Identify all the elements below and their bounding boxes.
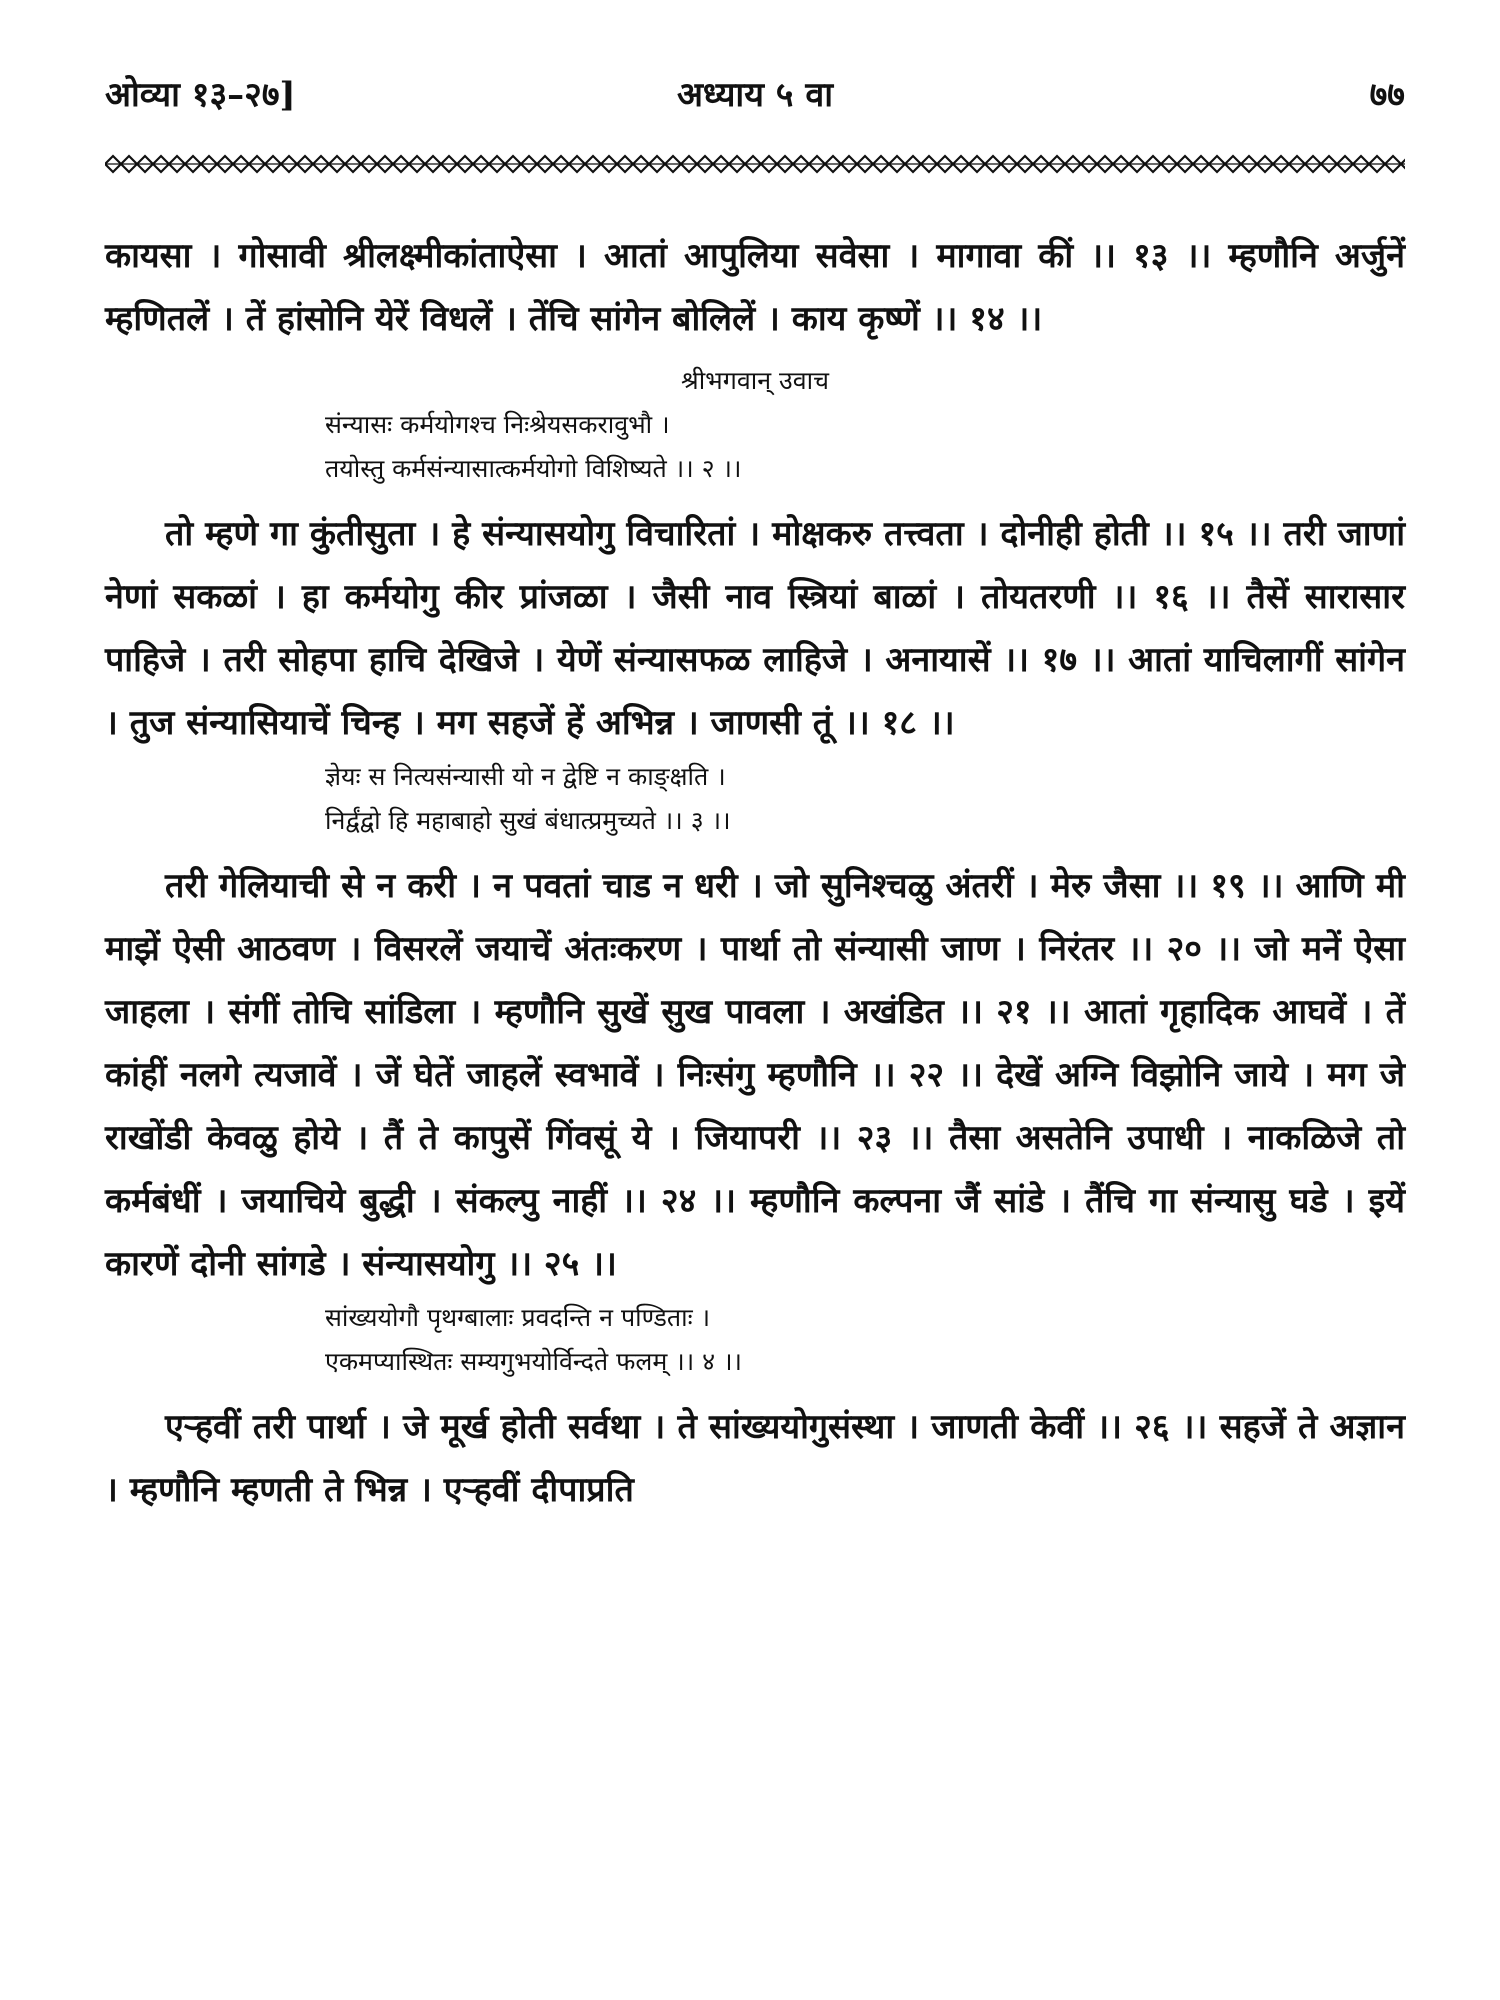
running-header (105, 70, 1405, 130)
sanskrit-shloka (105, 403, 1405, 491)
decorative-rule (105, 153, 1405, 175)
ovi-paragraph: तो म्हणे गा कुंतीसुता । हे संन्यासयोगु विचारितां । मोक्षकरु तत्त्वता । दोनीही होती ।। १५ ।। तरी जाणां नेणां सकळां । हा कर्मयोगु कीर प्रांजळा । जैसी नाव स्त्रियां बाळां । तोयतरणी ।। १६ ।। तैसें सारासार पाहिजे । तरी सोहपा हाचि देखिजे । येणें संन्यासफळ लाहिजे । अनायासें ।। १७ ।। आतां याचिलागीं सांगेन । तुज संन्यासियाचें चिन्ह । मग सहजें हें अभिन्न । जाणसी तूं ।। १८ ।। (105, 514, 1405, 743)
sanskrit-shloka (105, 755, 1405, 843)
shloka-line: ज्ञेयः स नित्यसंन्यासी यो न द्वेष्टि न काङ्क्षति । (325, 762, 726, 791)
shloka-line: संन्यासः कर्मयोगश्च निःश्रेयसकरावुभौ । (325, 410, 670, 439)
ovi-paragraph: कायसा । गोसावी श्रीलक्ष्मीकांताऐसा । आतां आपुलिया सवेसा । मागावा कीं ।। १३ ।। म्हणौनि अर्जुनें म्हणितलें । तें हांसोनि येरें विधलें । तेंचि सांगेन बोलिलें । काय कृष्णें ।। १४ ।। (105, 236, 1405, 339)
page-number: ७७ (1369, 75, 1405, 115)
shloka-line: सांख्ययोगौ पृथग्बालाः प्रवदन्ति न पण्डिताः । (325, 1303, 711, 1332)
shloka-line: एकमप्यास्थितः सम्यगुभयोर्विन्दते फलम् ।। ४ ।। (325, 1347, 743, 1376)
speaker-heading: श्रीभगवान् उवाच (681, 366, 829, 395)
verse-range: ओव्या १३–२७] (105, 75, 296, 115)
chapter-title: अध्याय ५ वा (676, 75, 834, 115)
ovi-paragraph: एऱ्हवीं तरी पार्था । जे मूर्ख होती सर्वथा । ते सांख्ययोगुसंस्था । जाणती केवीं ।। २६ ।। सहजें ते अज्ञान । म्हणौनि म्हणती ते भिन्न । एऱ्हवीं दीपाप्रति (105, 1407, 1405, 1510)
shloka-line: तयोस्तु कर्मसंन्यासात्कर्मयोगो विशिष्यते ।। २ ।। (325, 454, 742, 483)
ovi-paragraph: तरी गेलियाची से न करी । न पवतां चाड न धरी । जो सुनिश्चळु अंतरीं । मेरु जैसा ।। १९ ।। आणि मी माझें ऐसी आठवण । विसरलें जयाचें अंतःकरण । पार्था तो संन्यासी जाण । निरंतर ।। २० ।। जो मनें ऐसा जाहला । संगीं तोचि सांडिला । म्हणौनि सुखें सुख पावला । अखंडित ।। २१ ।। आतां गृहादिक आघवें । तें कांहीं नलगे त्यजावें । जें घेतें जाहलें स्वभावें । निःसंगु म्हणौनि ।। २२ ।। देखें अग्नि विझोनि जाये । मग जे राखोंडी केवळु होये । तैं ते कापुसें गिंवसूं ये । जियापरी ।। २३ ।। तैसा असतेनि उपाधी । नाकळिजे तो कर्मबंधीं । जयाचिये बुद्धी । संकल्पु नाहीं ।। २४ ।। म्हणौनि कल्पना जैं सांडे । तैंचि गा संन्यासु घडे । इयें कारणें दोनी सांगडे । संन्यासयोगु ।। २५ ।। (105, 866, 1405, 1284)
page-content (105, 225, 1405, 1522)
shloka-line: निर्द्वंद्वो हि महाबाहो सुखं बंधात्प्रमुच्यते ।। ३ ।। (325, 806, 731, 835)
sanskrit-shloka (105, 1296, 1405, 1384)
